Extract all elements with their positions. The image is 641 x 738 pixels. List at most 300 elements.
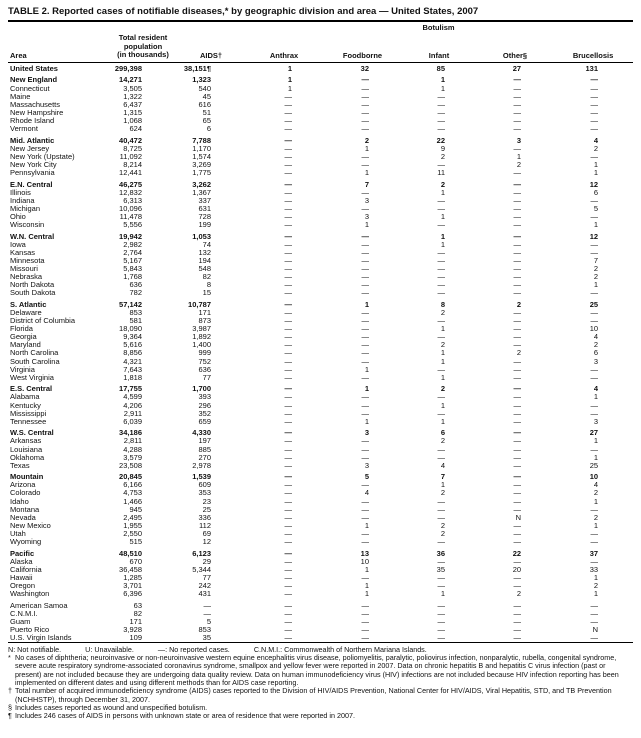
value-cell: 3	[364, 428, 369, 438]
value-cell: —	[361, 188, 369, 197]
value-cell: —	[284, 116, 292, 125]
value-cell: —	[284, 489, 292, 498]
table-row	[8, 297, 633, 309]
table-row	[8, 93, 633, 101]
value-cell: —	[361, 317, 369, 326]
value-cell: —	[284, 248, 292, 257]
area-cell: Rhode Island	[10, 116, 55, 125]
col-header-foodborne: Foodborne	[324, 33, 401, 62]
value-cell: —	[284, 617, 292, 626]
area-cell: Puerto Rico	[10, 625, 50, 634]
value-cell: —	[513, 538, 522, 547]
spacer-cell	[244, 21, 324, 33]
value-cell: 1	[287, 63, 292, 73]
value-cell: —	[284, 357, 292, 366]
area-cell: Arkansas	[10, 437, 42, 446]
value-cell: —	[284, 309, 292, 317]
value-cell: 1	[440, 401, 445, 410]
value-cell: 3	[364, 461, 369, 470]
value-cell: —	[590, 557, 599, 566]
value-cell: —	[361, 401, 369, 410]
col-header-anthrax: Anthrax	[244, 33, 324, 62]
value-cell: —	[284, 521, 292, 530]
value-cell: —	[590, 240, 599, 249]
value-cell: —	[513, 273, 522, 282]
value-cell: 85	[436, 63, 445, 73]
area-cell: Utah	[10, 529, 26, 538]
value-cell: 1	[440, 325, 445, 334]
value-cell: 4	[440, 461, 445, 470]
value-cell: 1	[440, 231, 445, 241]
value-cell: 2	[440, 489, 445, 498]
area-cell: Hawaii	[10, 573, 33, 582]
value-cell: —	[284, 240, 292, 249]
value-cell: 2	[516, 590, 522, 599]
value-cell: 8,725	[123, 144, 142, 153]
table-row	[8, 530, 633, 538]
table-row	[8, 281, 633, 289]
value-cell: 1	[593, 437, 599, 446]
area-cell: Mississippi	[10, 409, 47, 418]
value-cell: —	[513, 341, 522, 350]
value-cell: —	[361, 409, 369, 418]
table-row	[8, 153, 633, 161]
area-cell: C.N.M.I.	[10, 609, 38, 618]
value-cell: —	[437, 281, 445, 290]
value-cell: 873	[198, 317, 211, 326]
value-cell: 1,818	[123, 373, 142, 382]
area-cell: Vermont	[10, 125, 38, 134]
col-header-brucellosis: Brucellosis	[553, 33, 633, 62]
value-cell: 4,753	[123, 489, 142, 498]
value-cell: 1	[593, 497, 599, 506]
value-cell: —	[437, 92, 445, 101]
value-cell: —	[361, 481, 369, 490]
value-cell: 171	[198, 309, 211, 317]
value-cell: —	[437, 273, 445, 282]
value-cell: —	[513, 325, 522, 334]
value-cell: —	[284, 341, 292, 350]
value-cell: 4,206	[123, 401, 142, 410]
value-cell: —	[284, 393, 292, 402]
area-cell: Pacific	[10, 548, 35, 558]
value-cell: —	[437, 617, 445, 626]
area-cell: California	[10, 565, 42, 574]
value-cell: —	[590, 289, 599, 298]
value-cell: 7,643	[123, 365, 142, 374]
value-cell: 3,262	[192, 179, 211, 189]
value-cell: 540	[198, 84, 211, 93]
value-cell: —	[284, 409, 292, 418]
value-cell: —	[361, 231, 369, 241]
value-cell: —	[437, 600, 445, 610]
table-row	[8, 177, 633, 189]
area-cell: New Hampshire	[10, 108, 64, 117]
value-cell: —	[284, 92, 292, 101]
table-row	[8, 498, 633, 506]
value-cell: —	[590, 309, 599, 317]
col-header-area: Area	[8, 33, 108, 62]
area-cell: E.N. Central	[10, 179, 53, 189]
table-row	[8, 62, 633, 73]
table-row	[8, 349, 633, 357]
value-cell: —	[284, 221, 292, 230]
value-cell: —	[513, 634, 522, 643]
header-row	[8, 33, 633, 62]
value-cell: —	[284, 417, 292, 426]
table-row	[8, 393, 633, 401]
area-cell: Georgia	[10, 333, 37, 342]
area-cell: Missouri	[10, 265, 38, 274]
spacer-cell	[553, 21, 633, 33]
value-cell: 40,472	[119, 135, 142, 145]
value-cell: 10	[589, 472, 599, 482]
area-cell: Colorado	[10, 489, 41, 498]
value-cell: 12	[202, 538, 211, 547]
value-cell: 77	[202, 573, 211, 582]
value-cell: —	[437, 505, 445, 514]
value-cell: —	[284, 497, 292, 506]
value-cell: 2	[440, 309, 445, 317]
value-cell: —	[513, 116, 522, 125]
value-cell: —	[437, 393, 445, 402]
value-cell: 23,508	[119, 461, 142, 470]
value-cell: —	[284, 144, 292, 153]
value-cell: 13	[360, 548, 369, 558]
value-cell: 3	[364, 196, 369, 205]
value-cell: 12	[589, 179, 599, 189]
area-cell: Illinois	[10, 188, 31, 197]
table-row	[8, 117, 633, 125]
value-cell: —	[513, 529, 522, 538]
value-cell: —	[590, 317, 599, 326]
table-row	[8, 610, 633, 618]
value-cell: 1	[593, 169, 599, 177]
table-row	[8, 145, 633, 153]
value-cell: —	[361, 152, 369, 161]
value-cell: 6,396	[123, 590, 142, 599]
table-row	[8, 626, 633, 634]
value-cell: —	[513, 373, 522, 382]
value-cell: 8,856	[123, 349, 142, 358]
area-cell: District of Columbia	[10, 317, 76, 326]
value-cell: 2	[440, 152, 445, 161]
value-cell: —	[361, 100, 369, 109]
value-cell: 17,755	[119, 384, 142, 394]
table-row	[8, 265, 633, 273]
value-cell: 2	[593, 265, 599, 274]
value-cell: —	[284, 453, 292, 462]
table-row	[8, 169, 633, 177]
value-cell: 3	[593, 417, 599, 426]
value-cell: 1	[287, 84, 292, 93]
value-cell: 1	[364, 221, 369, 230]
value-cell: —	[437, 582, 445, 590]
value-cell: 853	[129, 309, 142, 317]
value-cell: —	[513, 365, 522, 374]
value-cell: —	[361, 437, 369, 446]
value-cell: —	[284, 188, 292, 197]
value-cell: —	[513, 188, 522, 197]
value-cell: 624	[129, 125, 142, 134]
value-cell: —	[513, 489, 522, 498]
value-cell: 7,788	[192, 135, 211, 145]
footnote-marker: ¶	[8, 711, 12, 721]
area-cell: Maryland	[10, 341, 41, 350]
value-cell: 1,323	[192, 75, 211, 85]
area-cell: Texas	[10, 461, 30, 470]
area-cell: Iowa	[10, 240, 26, 249]
value-cell: 8,214	[123, 160, 142, 169]
value-cell: —	[513, 221, 522, 230]
value-cell: —	[513, 625, 522, 634]
value-cell: —	[513, 357, 522, 366]
value-cell: —	[361, 281, 369, 290]
value-cell: —	[513, 445, 522, 454]
value-cell: —	[284, 445, 292, 454]
value-cell: —	[284, 365, 292, 374]
value-cell: —	[361, 600, 369, 610]
value-cell: 1	[364, 299, 369, 309]
value-cell: 32	[360, 63, 369, 73]
area-cell: Wisconsin	[10, 221, 45, 230]
value-cell: 1	[593, 393, 599, 402]
value-cell: 5	[364, 472, 369, 482]
value-cell: 1	[440, 240, 445, 249]
area-cell: South Dakota	[10, 289, 56, 298]
value-cell: —	[361, 634, 369, 643]
value-cell: —	[203, 609, 211, 618]
value-cell: 1,466	[123, 497, 142, 506]
value-cell: 33	[589, 565, 599, 574]
value-cell: —	[284, 317, 292, 326]
legend-item: C.N.M.I.: Commonwealth of Northern Mariana Islands.	[253, 645, 427, 655]
value-cell: 46,275	[119, 179, 142, 189]
table-row	[8, 462, 633, 470]
footnote	[8, 654, 633, 687]
value-cell: —	[590, 75, 599, 85]
value-cell: 15	[202, 289, 211, 298]
value-cell: 63	[133, 600, 142, 610]
value-cell: —	[361, 240, 369, 249]
value-cell: —	[437, 573, 445, 582]
value-cell: —	[437, 557, 445, 566]
value-cell: 336	[198, 513, 211, 522]
value-cell: 4	[593, 135, 599, 145]
value-cell: —	[513, 481, 522, 490]
value-cell: 2	[593, 489, 599, 498]
value-cell: —	[284, 565, 292, 574]
value-cell: 10	[360, 557, 369, 566]
value-cell: 2	[593, 341, 599, 350]
value-cell: 2,911	[123, 409, 142, 418]
table-row	[8, 221, 633, 229]
value-cell: —	[284, 196, 292, 205]
area-cell: Indiana	[10, 196, 35, 205]
value-cell: 3,579	[123, 453, 142, 462]
value-cell: 132	[198, 248, 211, 257]
value-cell: 5,344	[192, 565, 211, 574]
value-cell: —	[513, 100, 522, 109]
value-cell: 36,458	[119, 565, 142, 574]
value-cell: —	[513, 617, 522, 626]
value-cell: 1,068	[123, 116, 142, 125]
value-cell: —	[284, 401, 292, 410]
area-cell: New York City	[10, 160, 57, 169]
value-cell: —	[361, 625, 369, 634]
table-title: TABLE 2. Reported cases of notifiable diseases,* by geographic division and area — United States, 2007	[8, 6, 479, 17]
table-row	[8, 341, 633, 349]
value-cell: 7	[440, 472, 445, 482]
value-cell: 2	[440, 437, 445, 446]
value-cell: —	[284, 373, 292, 382]
value-cell: 2	[593, 513, 599, 522]
footnote-text: Includes 246 cases of AIDS in persons with unknown state or area of residence that were reported in 2007.	[15, 711, 356, 721]
value-cell: —	[513, 428, 522, 438]
value-cell: 3	[516, 135, 522, 145]
value-cell: —	[284, 281, 292, 290]
value-cell: 1,322	[123, 92, 142, 101]
value-cell: —	[590, 84, 599, 93]
area-cell: W.N. Central	[10, 231, 55, 241]
table-row	[8, 634, 633, 643]
value-cell: 2	[440, 179, 445, 189]
value-cell: —	[361, 248, 369, 257]
value-cell: —	[361, 609, 369, 618]
area-cell: U.S. Virgin Islands	[10, 634, 72, 643]
value-cell: 548	[198, 265, 211, 274]
table-row	[8, 374, 633, 382]
value-cell: —	[513, 505, 522, 514]
value-cell: 194	[198, 256, 211, 265]
value-cell: 74	[202, 240, 211, 249]
value-cell: 609	[198, 481, 211, 490]
value-cell: —	[513, 497, 522, 506]
table-row	[8, 161, 633, 169]
value-cell: —	[284, 634, 292, 643]
value-cell: —	[361, 357, 369, 366]
value-cell: 1	[440, 481, 445, 490]
value-cell: —	[590, 100, 599, 109]
value-cell: 853	[198, 625, 211, 634]
value-cell: —	[590, 409, 599, 418]
value-cell: —	[284, 265, 292, 274]
footnote-list	[8, 654, 633, 720]
value-cell: —	[284, 461, 292, 470]
value-cell: —	[361, 204, 369, 213]
area-cell: Mountain	[10, 472, 44, 482]
value-cell: —	[361, 273, 369, 282]
value-cell: —	[284, 609, 292, 618]
value-cell: —	[284, 108, 292, 117]
value-cell: 35	[436, 565, 445, 574]
value-cell: 631	[198, 204, 211, 213]
table-row	[8, 197, 633, 205]
value-cell: —	[513, 409, 522, 418]
value-cell: —	[284, 481, 292, 490]
value-cell: 636	[129, 281, 142, 290]
value-cell: —	[361, 84, 369, 93]
value-cell: —	[590, 617, 599, 626]
value-cell: 299,398	[114, 63, 142, 73]
value-cell: 1	[440, 84, 445, 93]
value-cell: —	[284, 325, 292, 334]
value-cell: 1	[593, 521, 599, 530]
value-cell: 48,510	[119, 548, 142, 558]
table-row	[8, 489, 633, 497]
value-cell: —	[437, 100, 445, 109]
table-row	[8, 446, 633, 454]
value-cell: 1,700	[192, 384, 211, 394]
footnote-marker: *	[8, 653, 11, 663]
value-cell: 1,053	[192, 231, 211, 241]
value-cell: 197	[198, 437, 211, 446]
value-cell: 51	[202, 108, 211, 117]
value-cell: 14,271	[119, 75, 142, 85]
value-cell: —	[590, 196, 599, 205]
value-cell: 6,437	[123, 100, 142, 109]
table-row	[8, 410, 633, 418]
value-cell: 8	[440, 299, 445, 309]
value-cell: 2	[593, 273, 599, 282]
value-cell: —	[513, 472, 522, 482]
table-row	[8, 546, 633, 558]
value-cell: 1	[364, 365, 369, 374]
value-cell: —	[361, 505, 369, 514]
area-cell: Delaware	[10, 309, 42, 317]
value-cell: 12	[589, 231, 599, 241]
value-cell: —	[284, 169, 292, 177]
value-cell: 752	[198, 357, 211, 366]
value-cell: 10,787	[188, 299, 211, 309]
spacer-cell	[108, 21, 178, 33]
value-cell: 1	[440, 349, 445, 358]
value-cell: —	[437, 248, 445, 257]
value-cell: —	[437, 265, 445, 274]
value-cell: —	[361, 75, 369, 85]
value-cell: 999	[198, 349, 211, 358]
value-cell: 352	[198, 409, 211, 418]
value-cell: 4	[364, 489, 369, 498]
value-cell: 4,288	[123, 445, 142, 454]
value-cell: —	[361, 125, 369, 134]
value-cell: 9	[440, 144, 445, 153]
table-row	[8, 101, 633, 109]
area-cell: American Samoa	[10, 600, 68, 610]
value-cell: 82	[202, 273, 211, 282]
value-cell: 2	[516, 349, 522, 358]
value-cell: —	[437, 333, 445, 342]
value-cell: —	[437, 453, 445, 462]
value-cell: 6	[440, 428, 445, 438]
legend-item: N: Not notifiable.	[8, 645, 62, 655]
table-row	[8, 437, 633, 445]
value-cell: —	[513, 75, 522, 85]
value-cell: 2	[516, 299, 522, 309]
value-cell: 27	[512, 63, 522, 73]
value-cell: —	[284, 135, 292, 145]
value-cell: 6,123	[192, 548, 211, 558]
value-cell: N	[592, 625, 599, 634]
value-cell: 11	[437, 169, 445, 177]
value-cell: —	[590, 634, 599, 643]
value-cell: 1,775	[192, 169, 211, 177]
value-cell: 3,928	[123, 625, 142, 634]
area-cell: Massachusetts	[10, 100, 61, 109]
value-cell: 670	[129, 557, 142, 566]
value-cell: —	[437, 125, 445, 134]
value-cell: —	[437, 497, 445, 506]
